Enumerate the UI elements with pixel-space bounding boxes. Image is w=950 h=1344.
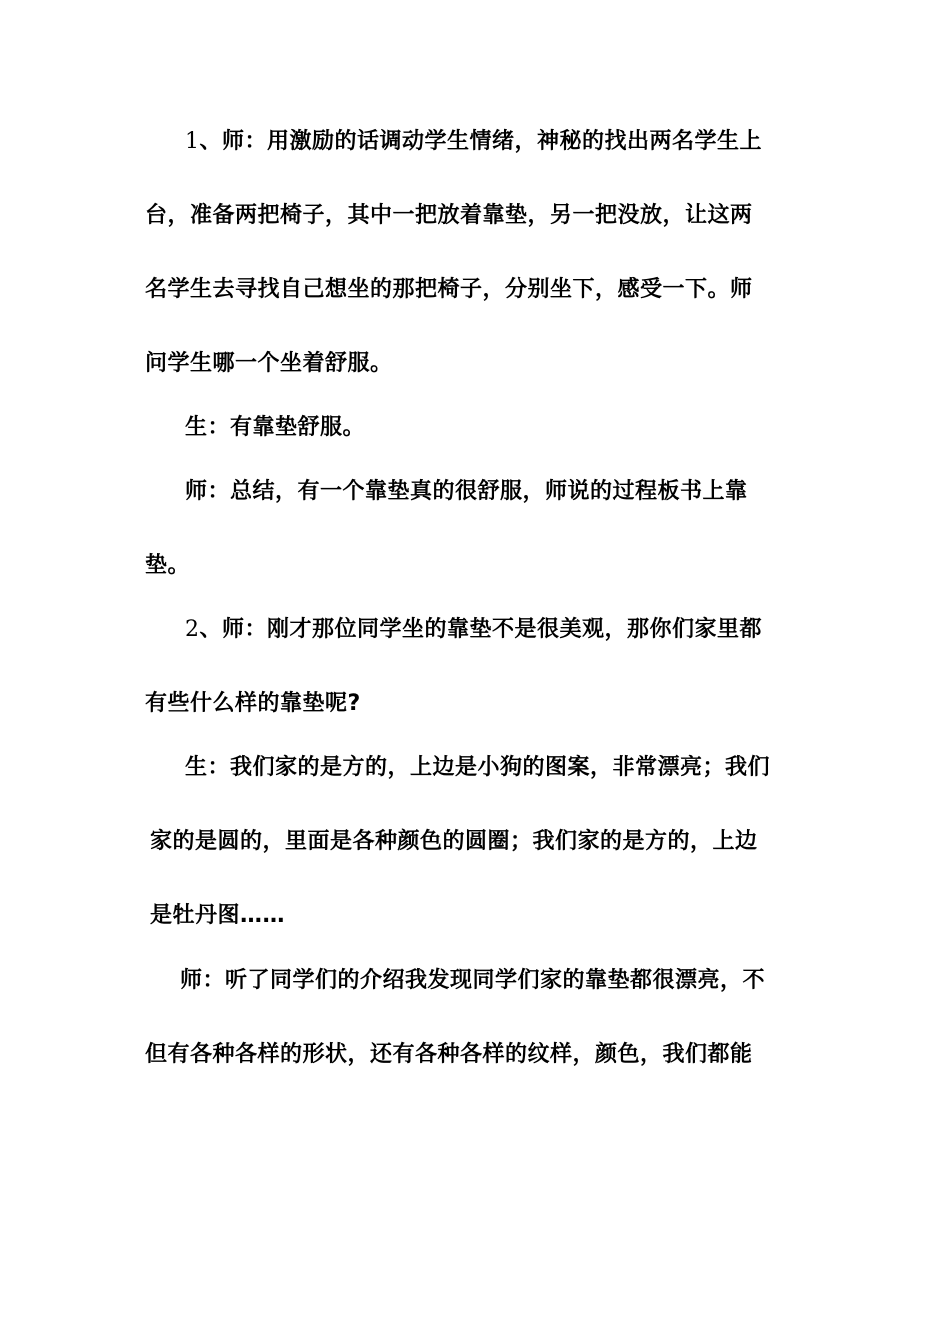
paragraph-5-line-2: 家的是圆的，里面是各种颜色的圆圈；我们家的是方的，上边 [150,829,758,854]
line-text: 、师：刚才那位同学坐的靠垫不是很美观，那你们家里都 [199,617,763,642]
paragraph-4-line-1 [185,615,855,645]
paragraph-6-line-2: 但有各种各样的形状，还有各种各样的纹样，颜色，我们都能 [145,1042,753,1067]
paragraph-6-line-1: 师：听了同学们的介绍我发现同学们家的靠垫都很漂亮，不 [180,968,766,993]
paragraph-1-line-4: 问学生哪一个坐着舒服。 [145,351,393,376]
paragraph-1-line-3: 名学生去寻找自己想坐的那把椅子，分别坐下，感受一下。师 [145,277,753,302]
item-number: 2 [185,617,200,642]
line-text: 、师：用激励的话调动学生情绪，神秘的找出两名学生上 [199,129,763,154]
paragraph-4-line-2: 有些什么样的靠垫呢? [145,691,361,716]
paragraph-1-line-2: 台，准备两把椅子，其中一把放着靠垫，另一把没放，让这两 [145,203,753,228]
paragraph-3-line-1: 师：总结，有一个靠垫真的很舒服，师说的过程板书上靠 [185,479,748,504]
item-number: 1 [185,129,200,154]
paragraph-1-line-1 [185,127,855,157]
paragraph-5-line-1: 生：我们家的是方的，上边是小狗的图案，非常漂亮；我们 [185,755,771,780]
paragraph-5-line-3: 是牡丹图…… [150,903,286,928]
paragraph-2-line-1: 生：有靠垫舒服。 [185,415,366,440]
paragraph-3-line-2: 垫。 [145,553,191,578]
